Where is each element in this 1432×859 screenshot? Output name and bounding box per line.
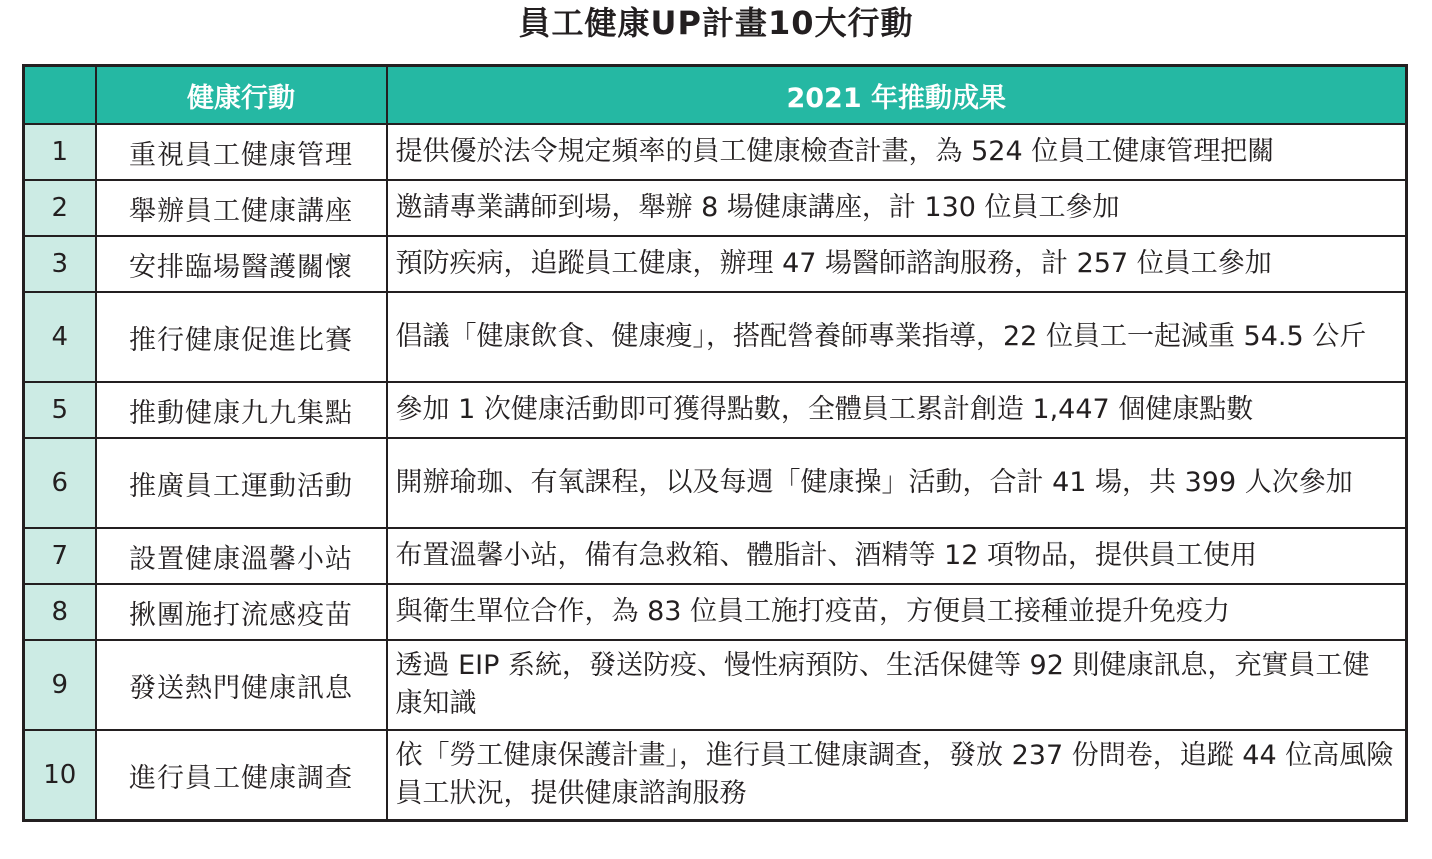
row-result: 開辦瑜珈、有氧課程，以及每週「健康操」活動，合計 41 場，共 399 人次參加 — [387, 438, 1407, 528]
page-title: 員工健康UP計畫10大行動 — [518, 4, 914, 42]
row-number: 7 — [24, 528, 96, 584]
row-result: 預防疾病，追蹤員工健康，辦理 47 場醫師諮詢服務，計 257 位員工參加 — [387, 236, 1407, 292]
row-result: 布置溫馨小站，備有急救箱、體脂計、酒精等 12 項物品，提供員工使用 — [387, 528, 1407, 584]
header-action: 健康行動 — [96, 66, 387, 125]
row-action: 安排臨場醫護關懷 — [96, 236, 387, 292]
row-result: 與衛生單位合作，為 83 位員工施打疫苗，方便員工接種並提升免疫力 — [387, 584, 1407, 640]
row-action: 推行健康促進比賽 — [96, 292, 387, 382]
row-number: 6 — [24, 438, 96, 528]
row-result: 邀請專業講師到場，舉辦 8 場健康講座，計 130 位員工參加 — [387, 180, 1407, 236]
header-number — [24, 66, 96, 125]
row-result: 倡議「健康飲食、健康瘦」，搭配營養師專業指導，22 位員工一起減重 54.5 公斤 — [387, 292, 1407, 382]
row-result: 依「勞工健康保護計畫」，進行員工健康調查，發放 237 份問卷，追蹤 44 位高風險員工狀況，提供健康諮詢服務 — [387, 730, 1407, 821]
table-row — [24, 438, 1407, 528]
header-result: 2021 年推動成果 — [387, 66, 1407, 125]
row-number: 10 — [24, 730, 96, 821]
row-action: 進行員工健康調查 — [96, 730, 387, 821]
row-action: 設置健康溫馨小站 — [96, 528, 387, 584]
row-action: 發送熱門健康訊息 — [96, 640, 387, 730]
table-row — [24, 292, 1407, 382]
row-result: 透過 EIP 系統，發送防疫、慢性病預防、生活保健等 92 則健康訊息，充實員工健康知識 — [387, 640, 1407, 730]
table-row — [24, 382, 1407, 438]
row-action: 舉辦員工健康講座 — [96, 180, 387, 236]
row-number: 9 — [24, 640, 96, 730]
health-action-table — [22, 64, 1408, 822]
row-result: 參加 1 次健康活動即可獲得點數，全體員工累計創造 1,447 個健康點數 — [387, 382, 1407, 438]
table-row — [24, 730, 1407, 821]
row-number: 5 — [24, 382, 96, 438]
table-row — [24, 236, 1407, 292]
table-row — [24, 584, 1407, 640]
table-header-row — [24, 66, 1407, 125]
row-number: 3 — [24, 236, 96, 292]
row-action: 揪團施打流感疫苗 — [96, 584, 387, 640]
row-number: 1 — [24, 124, 96, 180]
row-action: 推動健康九九集點 — [96, 382, 387, 438]
table-row — [24, 180, 1407, 236]
row-result: 提供優於法令規定頻率的員工健康檢查計畫，為 524 位員工健康管理把關 — [387, 124, 1407, 180]
row-number: 2 — [24, 180, 96, 236]
row-action: 重視員工健康管理 — [96, 124, 387, 180]
row-number: 8 — [24, 584, 96, 640]
row-number: 4 — [24, 292, 96, 382]
table-row — [24, 124, 1407, 180]
table-row — [24, 640, 1407, 730]
row-action: 推廣員工運動活動 — [96, 438, 387, 528]
table-row — [24, 528, 1407, 584]
